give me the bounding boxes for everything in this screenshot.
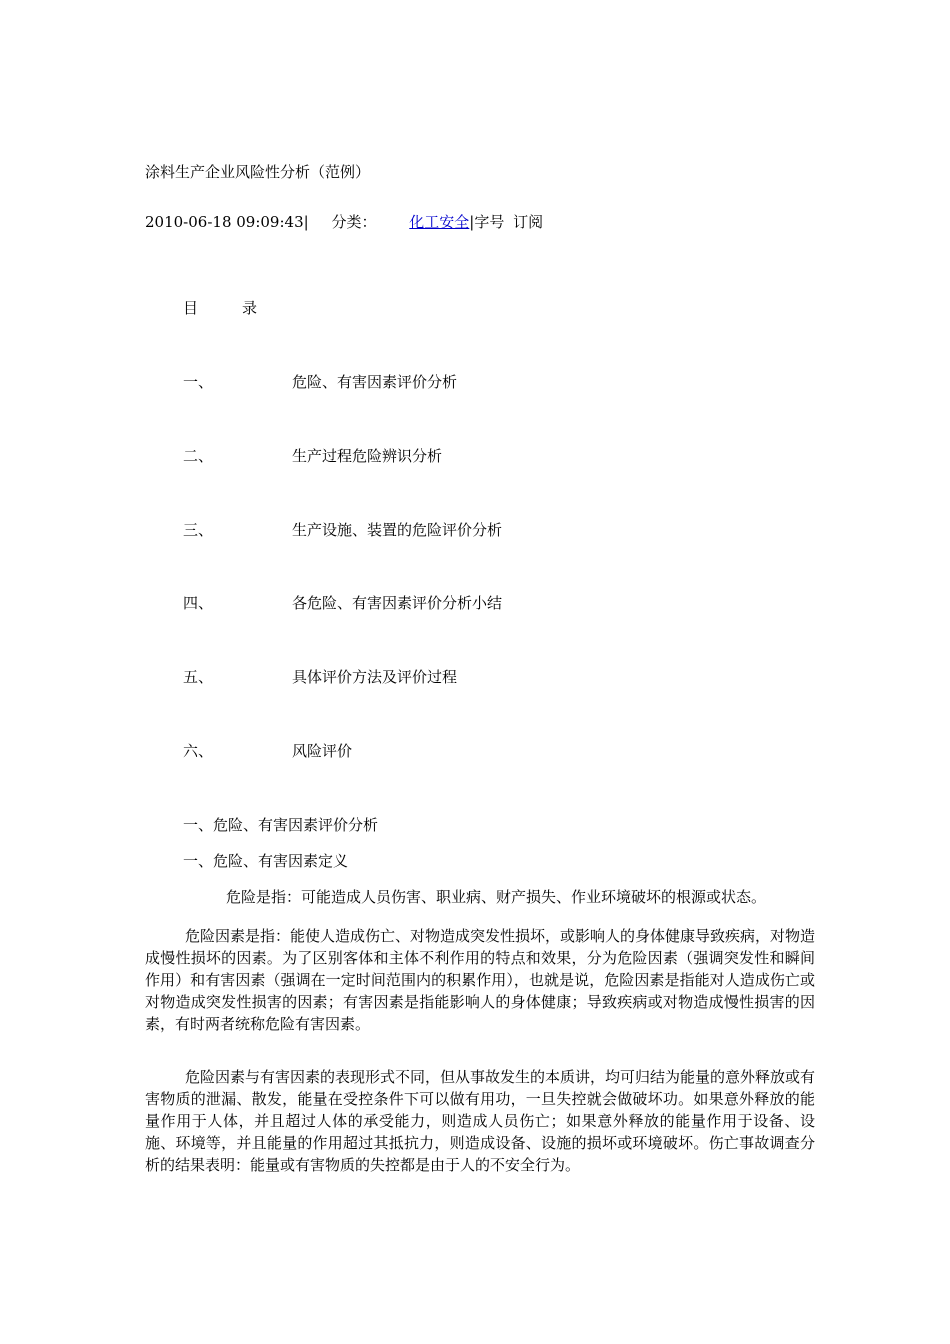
article-meta: [145, 212, 543, 232]
font-size-link[interactable]: |字号: [469, 213, 505, 231]
toc-item-number: 二、: [183, 447, 214, 465]
toc-item-number: 六、: [183, 742, 214, 760]
toc-item-text: 生产设施、装置的危险评价分析: [292, 521, 503, 539]
category-label: 分类：: [331, 213, 377, 231]
toc-item-number: 四、: [183, 594, 214, 612]
toc-item-text: 生产过程危险辨识分析: [292, 447, 443, 465]
toc-item-text: 具体评价方法及评价过程: [292, 668, 458, 686]
subscribe-link[interactable]: 订阅: [513, 213, 544, 231]
category-link[interactable]: 化工安全: [409, 213, 470, 231]
definition-text: 危险是指：可能造成人员伤害、职业病、财产损失、作业环境破坏的根源或状态。: [226, 888, 767, 906]
toc-item-text: 风险评价: [292, 742, 353, 760]
toc-item-text: 危险、有害因素评价分析: [292, 373, 458, 391]
toc-item-number: 一、: [183, 373, 214, 391]
toc-item-number: 五、: [183, 668, 214, 686]
article-title: 涂料生产企业风险性分析（范例）: [145, 163, 371, 181]
sub-heading: 一、危险、有害因素定义: [183, 852, 349, 870]
body-paragraph: 危险因素与有害因素的表现形式不同，但从事故发生的本质讲，均可归结为能量的意外释放或有害物质的泄漏、散发，能量在受控条件下可以做有用功，一旦失控就会做破坏功。如果意外释放的能量作用于人体，并且超过人体的承受能力，则造成人员伤亡；如果意外释放的能量作用于设备、设施、环境等，并且能量的作用超过其抵抗力，则造成设备、设施的损坏或环境破坏。伤亡事故调查分析的结果表明：能量或有害物质的失控都是由于人的不安全行为。: [145, 1068, 816, 1174]
body-paragraph: 危险因素是指：能使人造成伤亡、对物造成突发性损坏，或影响人的身体健康导致疾病，对物造成慢性损坏的因素。为了区别客体和主体不利作用的特点和效果，分为危险因素（强调突发性和瞬间作用）和有害因素（强调在一定时间范围内的积累作用），也就是说，危险因素是指能对人造成伤亡或对物造成突发性损害的因素；有害因素是指能影响人的身体健康；导致疾病或对物造成慢性损害的因素，有时两者统称危险有害因素。: [145, 927, 816, 1033]
section-heading: 一、危险、有害因素评价分析: [183, 816, 379, 834]
toc-title: 目 录: [183, 299, 258, 317]
toc-item-text: 各危险、有害因素评价分析小结: [292, 594, 503, 612]
toc-item-number: 三、: [183, 521, 214, 539]
publish-datetime: 2010-06-18 09:09:43|: [145, 213, 309, 231]
